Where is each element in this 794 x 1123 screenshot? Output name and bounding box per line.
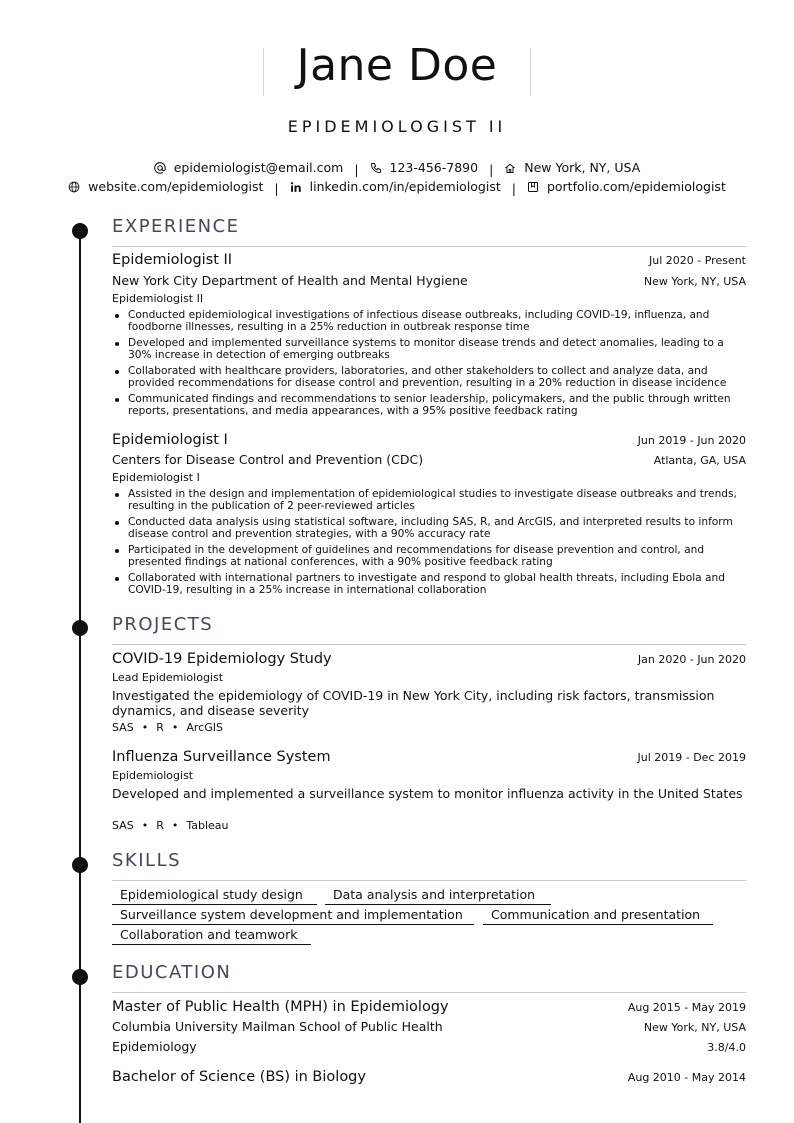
education-2-header bbox=[112, 1069, 746, 1085]
tag-separator: • bbox=[141, 721, 149, 734]
list-item: Collaborated with healthcare providers, laboratories, and other stakeholders to collect and analyze data, and provided recommendations for disease control and prevention, resulting in a 20% reduction in disease incidence bbox=[112, 365, 746, 389]
skills-rule bbox=[112, 880, 746, 881]
school: Columbia University Mailman School of Public Health bbox=[112, 1019, 443, 1034]
phone-contact[interactable] bbox=[370, 160, 479, 175]
linkedin-contact[interactable] bbox=[290, 179, 501, 194]
job-dates: Jun 2019 - Jun 2020 bbox=[637, 434, 746, 447]
project-dates: Jul 2019 - Dec 2019 bbox=[637, 751, 746, 764]
job-role: Epidemiologist II bbox=[112, 292, 204, 305]
education-1-school bbox=[112, 1019, 746, 1034]
job-title-text: Epidemiologist II bbox=[112, 252, 233, 268]
contact-separator: | bbox=[274, 180, 279, 196]
tag: Tableau bbox=[186, 819, 229, 832]
home-icon bbox=[504, 162, 516, 174]
tag-separator: • bbox=[171, 819, 179, 832]
gpa: 3.8/4.0 bbox=[707, 1041, 746, 1054]
skills-heading: SKILLS bbox=[112, 850, 182, 871]
location-text: New York, NY, USA bbox=[524, 160, 641, 175]
job-role: Epidemiologist I bbox=[112, 471, 200, 484]
contact-row-1 bbox=[0, 160, 794, 177]
portfolio-text: portfolio.com/epidemiologist bbox=[546, 179, 726, 194]
tag: R bbox=[156, 819, 164, 832]
education-dates: Aug 2010 - May 2014 bbox=[627, 1071, 746, 1084]
tag: ArcGIS bbox=[186, 721, 223, 734]
portfolio-icon bbox=[527, 181, 539, 193]
contact-row-2 bbox=[0, 179, 794, 196]
experience-2-org bbox=[112, 452, 746, 467]
skill-chip: Epidemiological study design bbox=[112, 887, 317, 905]
project-role: Lead Epidemiologist bbox=[112, 671, 224, 684]
location-contact bbox=[504, 160, 640, 175]
timeline-line bbox=[79, 229, 81, 1123]
contact-separator: | bbox=[354, 161, 359, 177]
globe-icon bbox=[68, 181, 80, 193]
experience-2-bullets bbox=[112, 488, 746, 600]
contact-separator: | bbox=[511, 180, 516, 196]
education-location: New York, NY, USA bbox=[643, 1021, 746, 1034]
project-title: Influenza Surveillance System bbox=[112, 749, 331, 765]
education-1-header bbox=[112, 999, 746, 1015]
candidate-name: Jane Doe bbox=[296, 40, 498, 91]
tag-separator: • bbox=[141, 819, 149, 832]
project-2-header bbox=[112, 749, 746, 765]
timeline-dot-skills bbox=[72, 857, 88, 873]
experience-1-org bbox=[112, 273, 746, 288]
list-item: Developed and implemented surveillance systems to monitor disease trends and detect anomalies, leading to a 30% increase in detection of emerging outbreaks bbox=[112, 337, 746, 361]
portfolio-contact[interactable] bbox=[527, 179, 726, 194]
timeline-dot-education bbox=[72, 969, 88, 985]
project-role: Epidemiologist bbox=[112, 769, 194, 782]
job-title-text: Epidemiologist I bbox=[112, 432, 228, 448]
project-dates: Jan 2020 - Jun 2020 bbox=[637, 653, 746, 666]
skill-chip: Surveillance system development and implementation bbox=[112, 907, 474, 925]
job-dates: Jul 2020 - Present bbox=[649, 254, 746, 267]
experience-1-header bbox=[112, 252, 746, 268]
experience-rule bbox=[112, 246, 746, 247]
organization: Centers for Disease Control and Prevention (CDC) bbox=[112, 452, 424, 467]
education-rule bbox=[112, 992, 746, 993]
email-text: epidemiologist@email.com bbox=[173, 160, 344, 175]
phone-text: 123-456-7890 bbox=[389, 160, 479, 175]
tag: R bbox=[156, 721, 164, 734]
website-contact[interactable] bbox=[68, 179, 263, 194]
skill-chip: Collaboration and teamwork bbox=[112, 927, 311, 945]
list-item: Participated in the development of guidelines and recommendations for disease prevention and control, and presented findings at national conferences, with a 90% positive feedback rating bbox=[112, 544, 746, 568]
tag: SAS bbox=[112, 819, 134, 832]
degree: Bachelor of Science (BS) in Biology bbox=[112, 1069, 366, 1085]
project-description: Developed and implemented a surveillance system to monitor influenza activity in the United States bbox=[112, 786, 743, 801]
timeline-dot-projects bbox=[72, 620, 88, 636]
organization: New York City Department of Health and Mental Hygiene bbox=[112, 273, 468, 288]
phone-icon bbox=[370, 162, 382, 174]
linkedin-text: linkedin.com/in/epidemiologist bbox=[309, 179, 501, 194]
contact-separator: | bbox=[489, 161, 494, 177]
projects-rule bbox=[112, 644, 746, 645]
education-1-field bbox=[112, 1039, 746, 1054]
email-contact[interactable] bbox=[154, 160, 344, 175]
project-1-header bbox=[112, 651, 746, 667]
skill-chip: Communication and presentation bbox=[483, 907, 713, 925]
project-1-tags bbox=[112, 721, 223, 734]
list-item: Conducted data analysis using statistical software, including SAS, R, and ArcGIS, and interpreted results to inform disease control and prevention strategies, with a 90% accuracy rate bbox=[112, 516, 746, 540]
projects-heading: PROJECTS bbox=[112, 614, 214, 635]
education-dates: Aug 2015 - May 2019 bbox=[627, 1001, 746, 1014]
list-item: Conducted epidemiological investigations of infectious disease outbreaks, including COVID-19, influenza, and foodborne illnesses, resulting in a 25% reduction in outbreak response time bbox=[112, 309, 746, 333]
job-title: EPIDEMIOLOGIST II bbox=[287, 117, 507, 136]
list-item: Communicated findings and recommendations to senior leadership, policymakers, and the public through written reports, presentations, and media appearances, with a 95% positive feedback rating bbox=[112, 393, 746, 417]
tag: SAS bbox=[112, 721, 134, 734]
job-location: New York, NY, USA bbox=[643, 275, 746, 288]
job-location: Atlanta, GA, USA bbox=[653, 454, 746, 467]
linkedin-icon bbox=[290, 181, 302, 193]
experience-heading: EXPERIENCE bbox=[112, 216, 240, 237]
project-description: Investigated the epidemiology of COVID-19 in New York City, including risk factors, transmission dynamics, and disease severity bbox=[112, 688, 715, 718]
experience-1-bullets bbox=[112, 309, 746, 421]
education-heading: EDUCATION bbox=[112, 962, 232, 983]
skill-chip: Data analysis and interpretation bbox=[325, 887, 551, 905]
list-item: Collaborated with international partners to investigate and respond to global health threats, including Ebola and COVID-19, resulting in a 25% increase in international collaboration bbox=[112, 572, 746, 596]
website-text: website.com/epidemiologist bbox=[88, 179, 264, 194]
degree: Master of Public Health (MPH) in Epidemiology bbox=[112, 999, 449, 1015]
tag-separator: • bbox=[171, 721, 179, 734]
project-2-tags bbox=[112, 819, 229, 832]
at-icon bbox=[154, 162, 166, 174]
list-item: Assisted in the design and implementation of epidemiological studies to investigate disease outbreaks and trends, resulting in the publication of 2 peer-reviewed articles bbox=[112, 488, 746, 512]
timeline-dot-experience bbox=[72, 223, 88, 239]
field-of-study: Epidemiology bbox=[112, 1039, 197, 1054]
experience-2-header bbox=[112, 432, 746, 448]
project-title: COVID-19 Epidemiology Study bbox=[112, 651, 332, 667]
